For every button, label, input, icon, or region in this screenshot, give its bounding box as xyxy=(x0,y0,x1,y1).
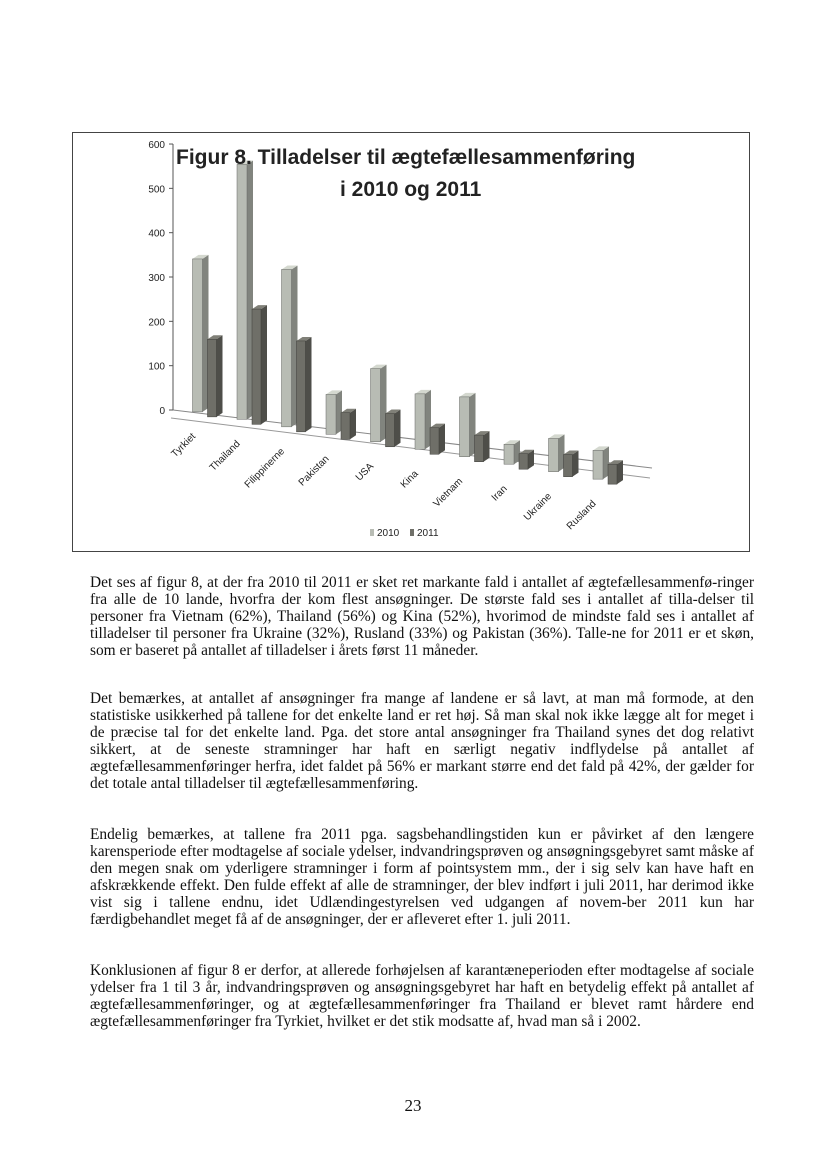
y-tick-label: 400 xyxy=(148,228,165,240)
paragraph-1: Det ses af figur 8, at der fra 2010 til 2011 er sket ret markante fald i antallet af ægtefællesammenfø-ringer fra alle de 10 lande, hvorfra der kom flest ansøgninger. De største fald ses i antallet af tilla-delser til personer fra Vietnam (62%), Thailand (56%) og Kina (52%), hvorimod de mindste fald ses i antallet af tilladelser til personer fra Ukraine (32%), Rusland (33%) og Pakistan (36%). Talle-ne for 2011 er et skøn, som er baseret på antallet af tilladelser i årets først 11 måneder. xyxy=(90,574,754,659)
legend-swatch-2011 xyxy=(410,529,414,536)
bar-2010-filippinerne xyxy=(282,265,298,426)
bar-2010-iran xyxy=(504,440,520,464)
x-tick-label: Pakistan xyxy=(296,453,332,489)
page-number: 23 xyxy=(404,1096,422,1115)
bar-2011-vietnam xyxy=(475,431,490,462)
bar-2011-tyrkiet xyxy=(208,335,223,417)
bar-2011-rusland xyxy=(608,460,623,484)
x-tick-label: Thailand xyxy=(207,438,243,474)
y-tick-label: 300 xyxy=(148,273,165,285)
chart-subtitle: i 2010 og 2011 xyxy=(340,178,482,201)
bar-2010-usa xyxy=(371,365,387,442)
bar-2010-kina xyxy=(415,390,431,449)
x-tick-label: USA xyxy=(353,461,377,484)
y-tick-label: 600 xyxy=(148,140,165,152)
y-tick-label: 100 xyxy=(148,361,165,373)
bar-2010-vietnam xyxy=(460,393,476,457)
legend-label-2011: 2011 xyxy=(417,528,439,539)
x-tick-label: Vietnam xyxy=(431,476,466,510)
chart-title: Figur 8. Tilladelser til ægtefællesammenføring xyxy=(176,146,636,169)
x-tick-label: Ukraine xyxy=(521,491,555,524)
x-tick-label: Filippinerne xyxy=(242,446,288,491)
legend-label-2010: 2010 xyxy=(377,528,400,539)
y-tick-label: 0 xyxy=(159,406,165,417)
bar-2010-ukraine xyxy=(549,434,565,471)
bar-2011-filippinerne xyxy=(297,337,312,432)
paragraph-3: Endelig bemærkes, at tallene fra 2011 pga. sagsbehandlingstiden kun er påvirket af den længere karensperiode efter modtagelse af sociale ydelser, indvandringsprøven og ansøgningsgebyret samt måske af den megen snak om yderligere stramninger i form af pointsystem mm., der i sig selv kan have haft en afskrækkende effekt. Den fulde effekt af alle de stramninger, der blev indført i juli 2011, har derimod ikke vist sig i tallene endnu, idet Udlændingestyrelsen ved udgangen af novem-ber 2011 kun har færdigbehandlet meget få af de ansøgninger, der er afleveret efter 1. juli 2011. xyxy=(90,826,754,928)
bar-2011-pakistan xyxy=(341,409,356,440)
bar-2011-iran xyxy=(519,450,534,470)
y-tick-label: 500 xyxy=(148,184,165,196)
paragraph-4: Konklusionen af figur 8 er derfor, at allerede forhøjelsen af karantæneperioden efter modtagelse af sociale ydelser fra 1 til 3 år, indvandringsprøven og ansøgningsgebyret har haft en betydelig effekt på antallet af ægtefællesammenføringer, og at ægtefællesammenføringer fra Thailand er blevet ramt hårdere end ægtefællesammenføringer fra Tyrkiet, hvilket er det stik modsatte af, hvad man så i 2002. xyxy=(90,962,754,1030)
x-tick-label: Iran xyxy=(489,483,510,504)
paragraph-2: Det bemærkes, at antallet af ansøgninger fra mange af landene er så lavt, at man må formode, at den statistiske usikkerhed på tallene for det enkelte land er ret høj. Så man skal nok ikke lægge alt for meget i de præcise tal for det enkelte land. Pga. det store antal ansøgninger fra Thailand synes det dog relativt sikkert, at de seneste stramninger har haft en særligt negativ indflydelse på antallet af ægtefællesammenføringer herfra, idet faldet på 56% er markant større end det fald på 42%, der gælder for det totale antal tilladelser til ægtefællesammenføring. xyxy=(90,690,754,792)
bar-2010-pakistan xyxy=(326,390,342,434)
x-tick-label: Kina xyxy=(398,468,421,491)
y-tick-label: 200 xyxy=(148,317,165,329)
legend-swatch-2010 xyxy=(370,529,374,536)
x-tick-label: Rusland xyxy=(564,498,599,533)
bar-2011-usa xyxy=(386,410,401,447)
bar-2011-kina xyxy=(430,424,445,455)
bar-2010-thailand xyxy=(237,160,253,419)
x-tick-label: Tyrkiet xyxy=(169,431,199,460)
bar-2011-thailand xyxy=(252,305,267,424)
bar-2010-tyrkiet xyxy=(193,255,209,412)
bar-2011-ukraine xyxy=(564,451,579,477)
bar-2010-rusland xyxy=(593,446,609,479)
